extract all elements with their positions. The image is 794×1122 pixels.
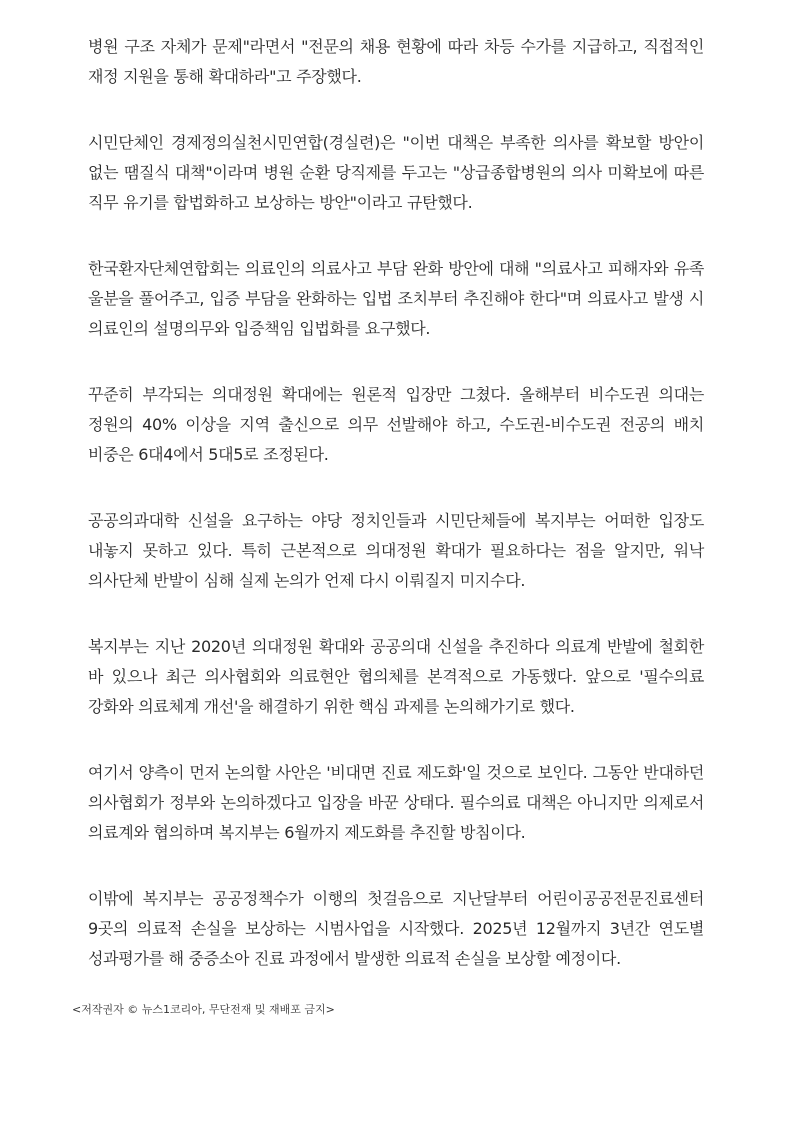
paragraph-1: 병원 구조 자체가 문제"라면서 "전문의 채용 현황에 따라 차등 수가를 지급하고, 직접적인 재정 지원을 통해 확대하라"고 주장했다. xyxy=(88,37,704,86)
paragraph-6: 복지부는 지난 2020년 의대정원 확대와 공공의대 신설을 추진하다 의료계 반발에 철회한 바 있으나 최근 의사협회와 의료현안 협의체를 본격적으로 가동했다. 앞으로 '필수의료 강화와 의료체계 개선'을 해결하기 위한 핵심 과제를 논의해가기로 했다. xyxy=(88,637,704,716)
paragraph-8: 이밖에 복지부는 공공정책수가 이행의 첫걸음으로 지난달부터 어린이공공전문진료센터 9곳의 의료적 손실을 보상하는 시범사업을 시작했다. 2025년 12월까지 3년간 연도별 성과평가를 해 중증소아 진료 과정에서 발생한 의료적 손실을 보상할 예정이다. xyxy=(88,889,704,968)
paragraph-2: 시민단체인 경제정의실천시민연합(경실련)은 "이번 대책은 부족한 의사를 확보할 방안이 없는 땜질식 대책"이라며 병원 순환 당직제를 두고는 "상급종합병원의 의사 미확보에 따른 직무 유기를 합법화하고 보상하는 방안"이라고 규탄했다. xyxy=(88,133,704,212)
paragraph-5: 공공의과대학 신설을 요구하는 야당 정치인들과 시민단체들에 복지부는 어떠한 입장도 내놓지 못하고 있다. 특히 근본적으로 의대정원 확대가 필요하다는 점을 알지만, 워낙 의사단체 반발이 심해 실제 논의가 언제 다시 이뤄질지 미지수다. xyxy=(88,511,704,590)
paragraph-3: 한국환자단체연합회는 의료인의 의료사고 부담 완화 방안에 대해 "의료사고 피해자와 유족 울분을 풀어주고, 입증 부담을 완화하는 입법 조치부터 추진해야 한다"며 의료사고 발생 시 의료인의 설명의무와 입증책임 입법화를 요구했다. xyxy=(88,259,705,338)
article-body xyxy=(88,32,704,1010)
copyright-notice: <저작권자 © 뉴스1코리아, 무단전재 및 재배포 금지> xyxy=(72,1003,335,1016)
paragraph-7: 여기서 양측이 먼저 논의할 사안은 '비대면 진료 제도화'일 것으로 보인다. 그동안 반대하던 의사협회가 정부와 논의하겠다고 입장을 바꾼 상태다. 필수의료 대책은 아니지만 의제로서 의료계와 협의하며 복지부는 6월까지 제도화를 추진할 방침이다. xyxy=(88,763,704,842)
paragraph-4: 꾸준히 부각되는 의대정원 확대에는 원론적 입장만 그쳤다. 올해부터 비수도권 의대는 정원의 40% 이상을 지역 출신으로 의무 선발해야 하고, 수도권-비수도권 전공의 배치 비중은 6대4에서 5대5로 조정된다. xyxy=(88,385,704,464)
